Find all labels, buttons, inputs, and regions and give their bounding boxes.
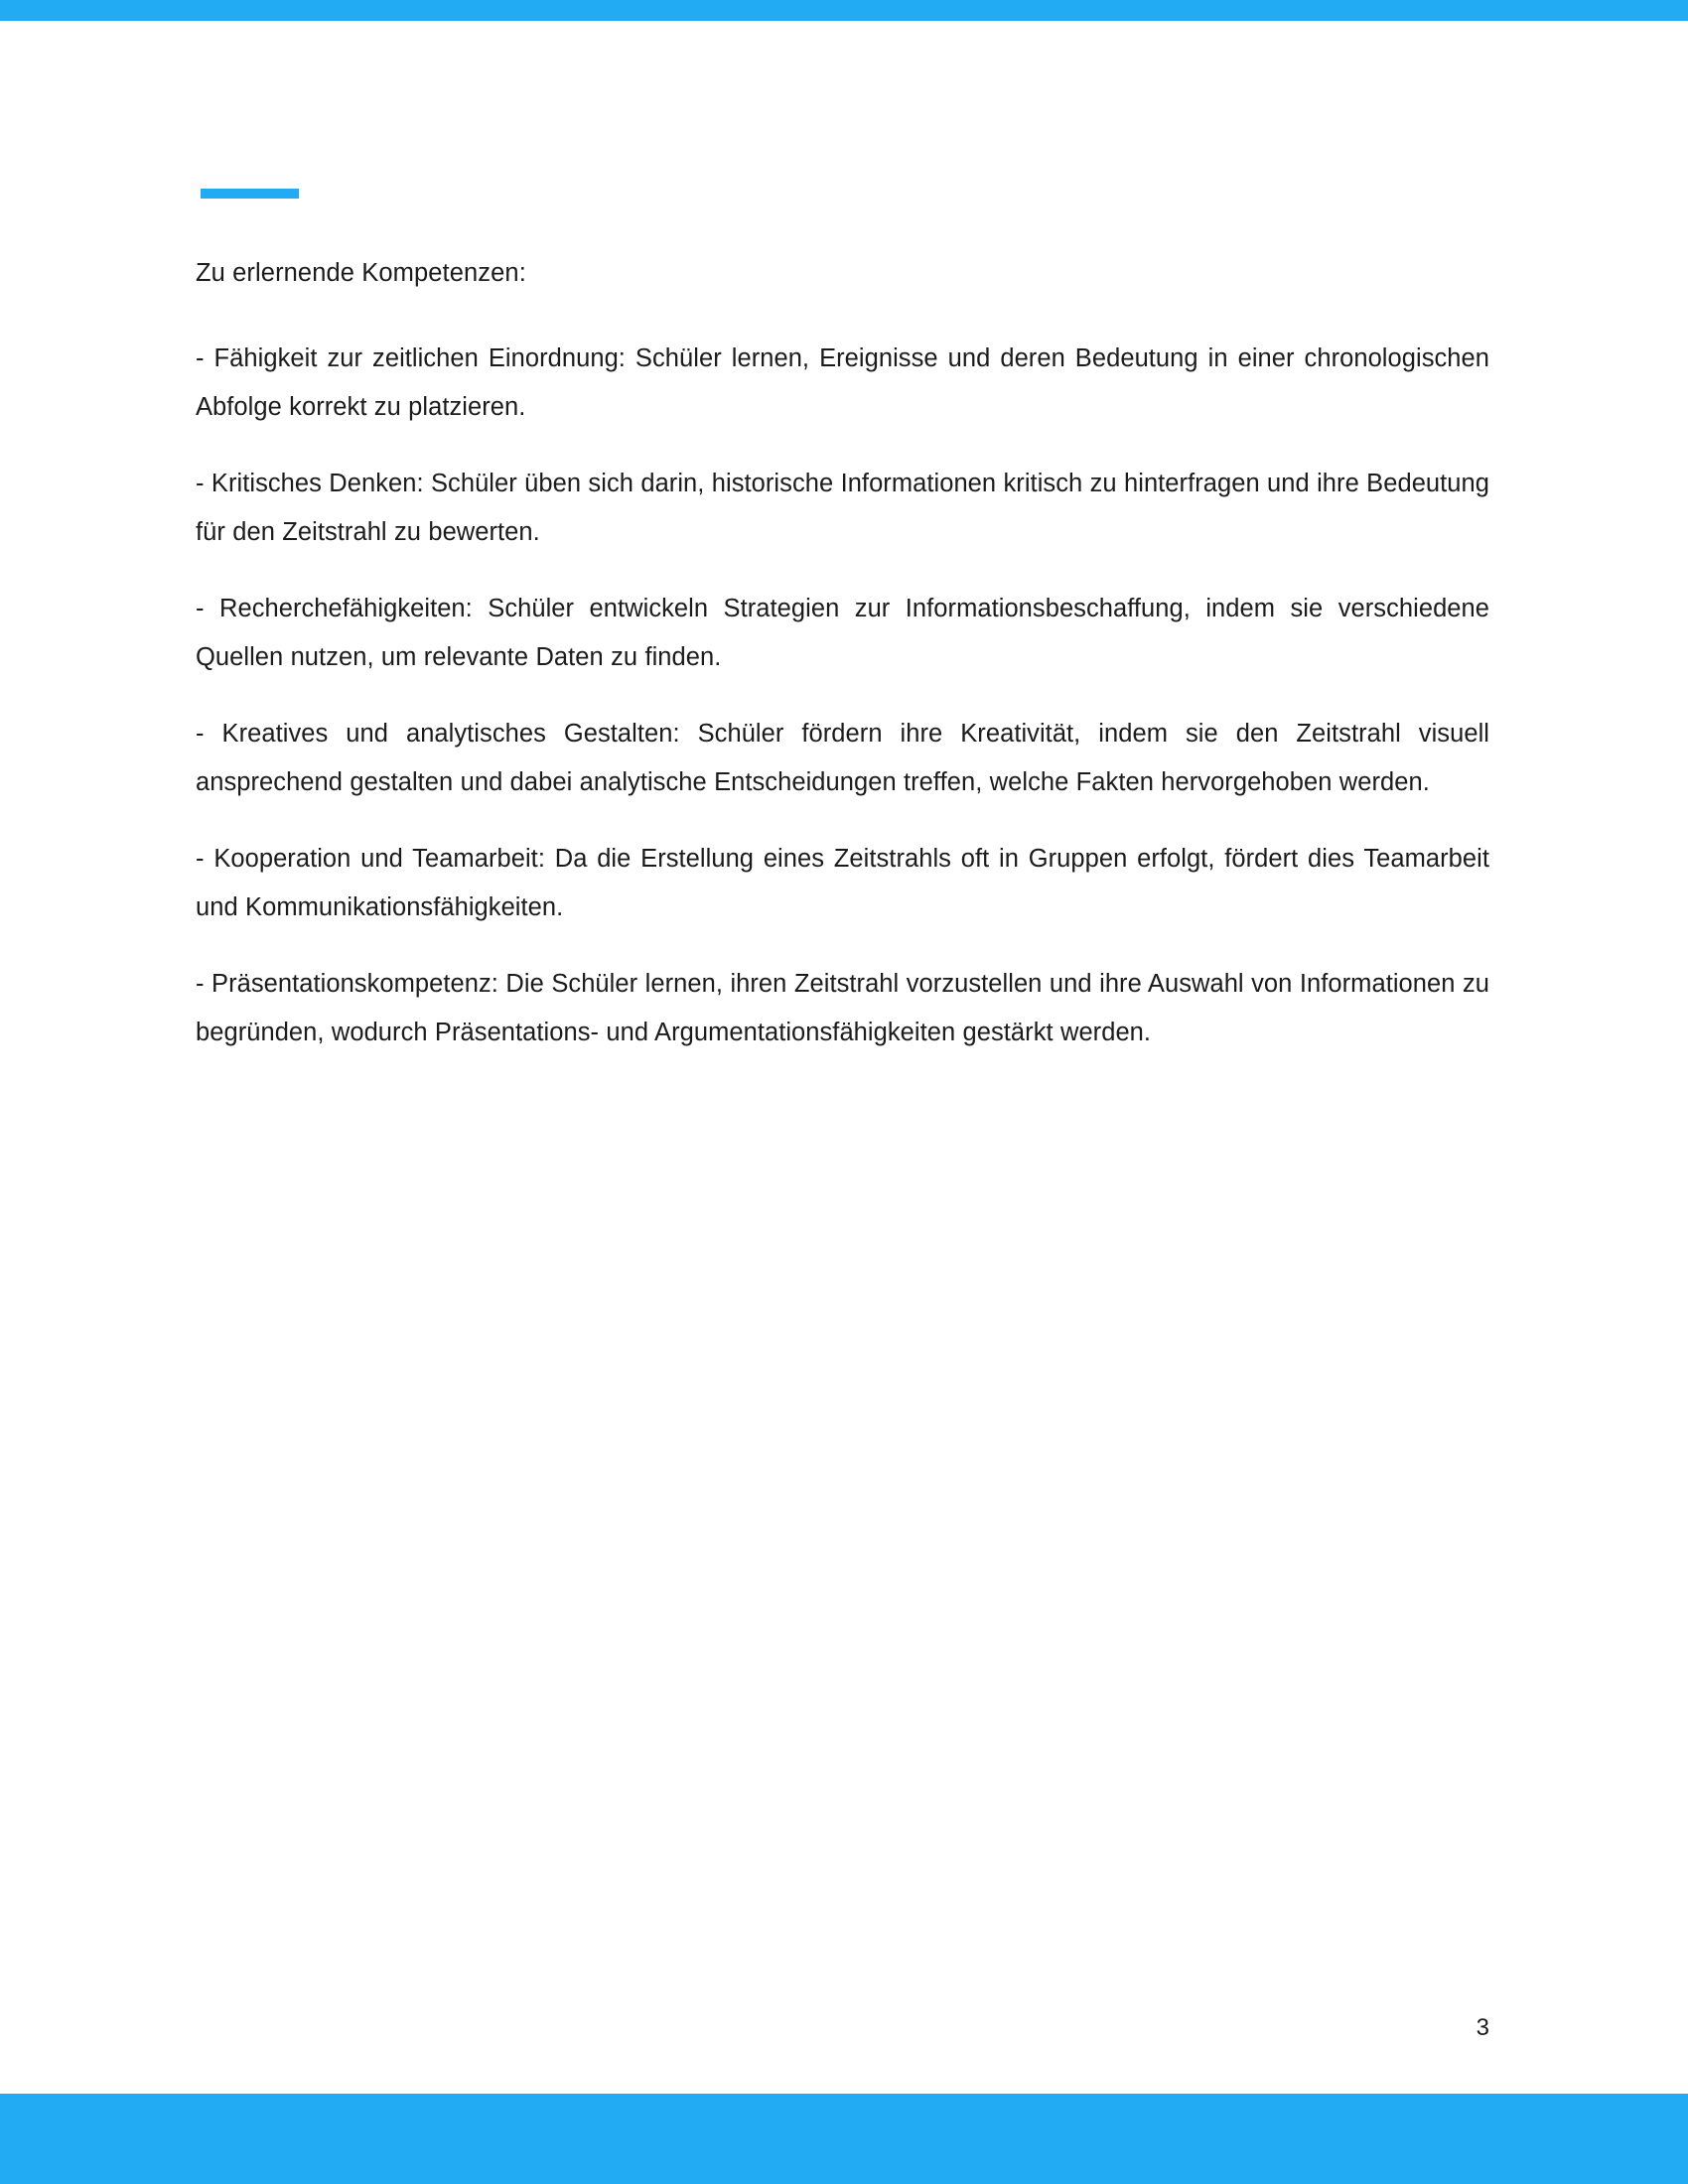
competency-paragraph-zeitliche-einordnung: - Fähigkeit zur zeitlichen Einordnung: Schüler lernen, Ereignisse und deren Bedeutung in einer chronologischen Abfolge korrekt zu platzieren. (196, 344, 1489, 421)
competency-paragraph-kooperation-teamarbeit: - Kooperation und Teamarbeit: Da die Erstellung eines Zeitstrahls oft in Gruppen erfolgt, fördert dies Teamarbeit und Kommunikationsfähigkeiten. (196, 845, 1489, 921)
section-heading: Zu erlernende Kompetenzen: (196, 259, 526, 287)
section-accent-dash (201, 189, 299, 199)
footer-accent-bar (0, 2094, 1688, 2184)
competency-paragraph-praesentationskompetenz: - Präsentationskompetenz: Die Schüler lernen, ihren Zeitstrahl vorzustellen und ihre Auswahl von Informationen zu begründen, wodurch Präsentations- und Argumentationsfähigkeiten gestärkt werden. (196, 970, 1489, 1046)
competency-paragraph-kritisches-denken: - Kritisches Denken: Schüler üben sich darin, historische Informationen kritisch zu hinterfragen und ihre Bedeutung für den Zeitstrahl zu bewerten. (196, 470, 1489, 546)
competency-paragraph-kreatives-gestalten: - Kreatives und analytisches Gestalten: Schüler fördern ihre Kreativität, indem sie den Zeitstrahl visuell ansprechend gestalten und dabei analytische Entscheidungen treffen, welche Fakten hervorgehoben werden. (196, 720, 1489, 796)
competency-paragraph-recherchefaehigkeiten: - Recherchefähigkeiten: Schüler entwickeln Strategien zur Informationsbeschaffung, indem sie verschiedene Quellen nutzen, um relevante Daten zu finden. (196, 595, 1489, 671)
page-number: 3 (1476, 2014, 1489, 2041)
header-accent-bar (0, 0, 1688, 21)
document-content (196, 256, 1489, 1057)
